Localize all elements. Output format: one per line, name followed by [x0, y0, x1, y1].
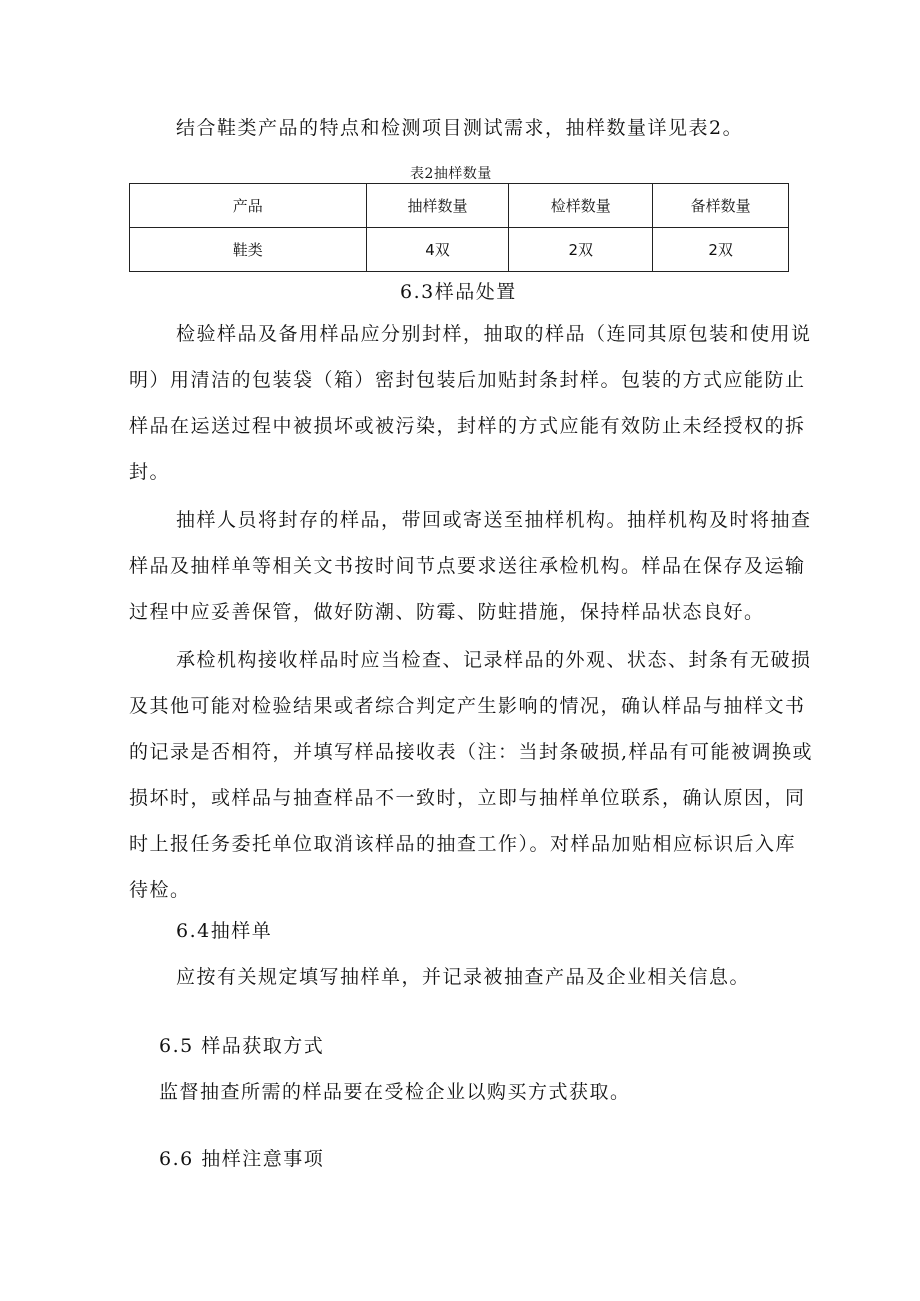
header-product: 产品 — [130, 184, 367, 228]
cell-inspection-qty: 2双 — [509, 228, 653, 272]
s63-p2-line1: 抽样人员将封存的样品，带回或寄送至抽样机构。抽样机构及时将抽查 — [176, 509, 812, 531]
table-row — [130, 228, 789, 272]
s63-p2-line2: 样品及抽样单等相关文书按时间节点要求送往承检机构。样品在保存及运输 — [129, 555, 806, 577]
s63-p3-line2: 及其他可能对检验结果或者综合判定产生影响的情况，确认样品与抽样文书 — [129, 695, 806, 717]
section-6-3-heading: 6.3样品处置 — [400, 281, 517, 303]
s65-paragraph: 监督抽查所需的样品要在受检企业以购买方式获取。 — [159, 1081, 631, 1103]
s63-p1-line4: 封。 — [129, 461, 171, 483]
section-6-5-heading: 6.5 样品获取方式 — [159, 1035, 325, 1057]
s64-paragraph: 应按有关规定填写抽样单，并记录被抽查产品及企业相关信息。 — [176, 966, 751, 988]
s63-p3-line5: 时上报任务委托单位取消该样品的抽查工作）。对样品加贴相应标识后入库 — [129, 833, 797, 855]
header-inspection-qty: 检样数量 — [509, 184, 653, 228]
s63-p1-line3: 样品在运送过程中被损坏或被污染，封样的方式应能有效防止未经授权的拆 — [129, 415, 806, 437]
s63-p3-line1: 承检机构接收样品时应当检查、记录样品的外观、状态、封条有无破损 — [176, 649, 812, 671]
s63-p1-line1: 检验样品及备用样品应分别封样，抽取的样品（连同其原包装和使用说 — [176, 323, 812, 345]
s63-p1-line2: 明）用清洁的包装袋（箱）密封包装后加贴封条封样。包装的方式应能防止 — [129, 369, 806, 391]
header-reserve-qty: 备样数量 — [653, 184, 789, 228]
table-caption: 表2抽样数量 — [410, 166, 492, 182]
intro-paragraph: 结合鞋类产品的特点和检测项目测试需求，抽样数量详见表2。 — [176, 117, 744, 139]
sample-quantity-table — [129, 183, 789, 272]
s63-p3-line6: 待检。 — [129, 879, 191, 901]
cell-reserve-qty: 2双 — [653, 228, 789, 272]
s63-p3-line4: 损坏时，或样品与抽查样品不一致时，立即与抽样单位联系，确认原因，同 — [129, 787, 806, 809]
table-header-row — [130, 184, 789, 228]
section-6-4-heading: 6.4抽样单 — [176, 920, 273, 942]
s63-p2-line3: 过程中应妥善保管，做好防潮、防霉、防蛀措施，保持样品状态良好。 — [129, 601, 765, 623]
s63-p3-line3: 的记录是否相符，并填写样品接收表（注：当封条破损,样品有可能被调换或 — [129, 741, 814, 763]
header-sampling-qty: 抽样数量 — [366, 184, 509, 228]
cell-product: 鞋类 — [130, 228, 367, 272]
section-6-6-heading: 6.6 抽样注意事项 — [159, 1148, 325, 1170]
cell-sampling-qty: 4双 — [366, 228, 509, 272]
